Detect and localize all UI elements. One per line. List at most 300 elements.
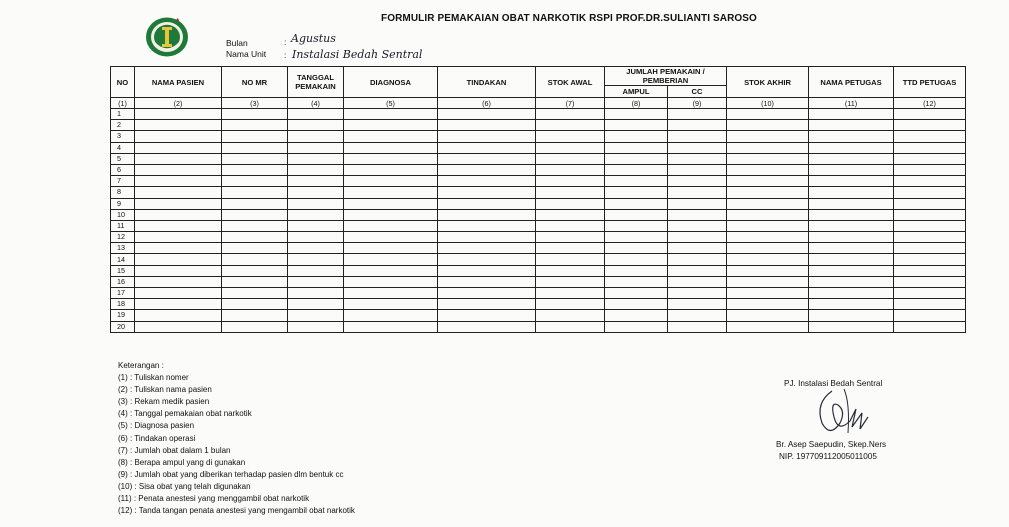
table-cell[interactable]	[222, 109, 288, 120]
note-item: (7) : Jumlah obat dalam 1 bulan	[118, 445, 231, 455]
note-item: (4) : Tanggal pemakaian obat narkotik	[118, 409, 252, 419]
table-cell[interactable]	[605, 288, 668, 299]
table-cell[interactable]	[605, 220, 668, 231]
table-cell[interactable]	[727, 243, 809, 254]
col-ttd-petugas: TTD PETUGAS	[894, 67, 966, 98]
notes-section	[118, 360, 355, 517]
table-cell[interactable]	[222, 176, 288, 187]
row-number: 17	[111, 288, 135, 299]
table-cell[interactable]	[135, 187, 222, 198]
table-cell[interactable]	[438, 220, 536, 231]
table-cell[interactable]	[222, 187, 288, 198]
table-cell[interactable]	[668, 265, 727, 276]
table-cell[interactable]	[894, 109, 966, 120]
table-cell[interactable]	[288, 299, 344, 310]
table-cell[interactable]	[438, 120, 536, 131]
table-cell[interactable]	[727, 265, 809, 276]
form-title: FORMULIR PEMAKAIAN OBAT NARKOTIK RSPI PROF.DR.SULIANTI SAROSO	[381, 13, 757, 24]
table-cell[interactable]	[727, 187, 809, 198]
table-cell[interactable]	[222, 243, 288, 254]
table-cell[interactable]	[894, 232, 966, 243]
table-cell[interactable]	[894, 243, 966, 254]
table-cell[interactable]	[344, 109, 438, 120]
table-cell[interactable]	[727, 176, 809, 187]
col-stok-akhir: STOK AKHIR	[727, 67, 809, 98]
table-cell[interactable]	[438, 176, 536, 187]
col-nama-pasien: NAMA PASIEN	[135, 67, 222, 98]
table-cell[interactable]	[438, 232, 536, 243]
table-cell[interactable]	[727, 209, 809, 220]
table-cell[interactable]	[135, 276, 222, 287]
table-cell[interactable]	[135, 176, 222, 187]
table-cell[interactable]	[135, 164, 222, 175]
table-cell[interactable]	[288, 265, 344, 276]
table-cell[interactable]	[222, 220, 288, 231]
unit-label: Nama Unit	[226, 49, 267, 59]
row-number: 12	[111, 232, 135, 243]
note-item: (10) : Sisa obat yang telah digunakan	[118, 481, 251, 491]
col-diagnosa: DIAGNOSA	[344, 67, 438, 98]
table-cell[interactable]	[222, 209, 288, 220]
table-cell[interactable]	[288, 109, 344, 120]
table-row	[111, 254, 966, 265]
table-cell[interactable]	[727, 131, 809, 142]
table-cell[interactable]	[894, 254, 966, 265]
bulan-value[interactable]: Agustus	[291, 32, 336, 45]
table-cell[interactable]	[894, 142, 966, 153]
table-cell[interactable]	[288, 131, 344, 142]
table-cell[interactable]	[727, 299, 809, 310]
table-cell[interactable]	[536, 142, 605, 153]
table-cell[interactable]	[668, 176, 727, 187]
col-tindakan: TINDAKAN	[438, 67, 536, 98]
table-cell[interactable]	[668, 310, 727, 321]
col-number-cell: (2)	[135, 98, 222, 109]
table-cell[interactable]	[438, 153, 536, 164]
bulan-label: Bulan	[226, 38, 248, 48]
table-cell[interactable]	[536, 164, 605, 175]
table-cell[interactable]	[288, 209, 344, 220]
table-cell[interactable]	[894, 131, 966, 142]
table-cell[interactable]	[809, 254, 894, 265]
table-cell[interactable]	[438, 198, 536, 209]
table-cell[interactable]	[668, 232, 727, 243]
table-cell[interactable]	[809, 220, 894, 231]
table-cell[interactable]	[809, 310, 894, 321]
table-cell[interactable]	[288, 164, 344, 175]
table-cell[interactable]	[809, 321, 894, 332]
table-cell[interactable]	[438, 243, 536, 254]
table-cell[interactable]	[727, 220, 809, 231]
table-cell[interactable]	[668, 209, 727, 220]
row-number: 18	[111, 299, 135, 310]
table-cell[interactable]	[668, 109, 727, 120]
table-cell[interactable]	[438, 142, 536, 153]
table-cell[interactable]	[344, 232, 438, 243]
table-cell[interactable]	[135, 232, 222, 243]
table-cell[interactable]	[135, 321, 222, 332]
table-cell[interactable]	[727, 321, 809, 332]
table-cell[interactable]	[809, 288, 894, 299]
row-number: 19	[111, 310, 135, 321]
unit-value[interactable]: Instalasi Bedah Sentral	[292, 48, 423, 61]
row-number: 11	[111, 220, 135, 231]
note-item: (2) : Tuliskan nama pasien	[118, 385, 212, 395]
note-item: (5) : Diagnosa pasien	[118, 421, 195, 431]
table-cell[interactable]	[288, 153, 344, 164]
table-cell[interactable]	[135, 198, 222, 209]
table-cell[interactable]	[135, 254, 222, 265]
table-cell[interactable]	[727, 142, 809, 153]
table-cell[interactable]	[344, 164, 438, 175]
col-no: NO	[111, 67, 135, 98]
table-cell[interactable]	[438, 131, 536, 142]
table-cell[interactable]	[894, 220, 966, 231]
table-cell[interactable]	[438, 299, 536, 310]
table-cell[interactable]	[222, 254, 288, 265]
row-number: 20	[111, 321, 135, 332]
table-cell[interactable]	[668, 220, 727, 231]
table-cell[interactable]	[894, 187, 966, 198]
table-cell[interactable]	[344, 288, 438, 299]
table-cell[interactable]	[536, 288, 605, 299]
table-cell[interactable]	[809, 232, 894, 243]
table-cell[interactable]	[668, 276, 727, 287]
note-item: (8) : Berapa ampul yang di gunakan	[118, 457, 246, 467]
table-cell[interactable]	[438, 164, 536, 175]
table-cell[interactable]	[438, 276, 536, 287]
table-cell[interactable]	[536, 299, 605, 310]
table-cell[interactable]	[222, 310, 288, 321]
unit-colon: :	[284, 50, 287, 60]
col-number-cell: (5)	[344, 98, 438, 109]
table-cell[interactable]	[288, 142, 344, 153]
table-cell[interactable]	[344, 120, 438, 131]
table-cell[interactable]	[536, 243, 605, 254]
table-cell[interactable]	[668, 243, 727, 254]
table-cell[interactable]	[344, 243, 438, 254]
table-cell[interactable]	[288, 310, 344, 321]
note-item: (11) : Penata anestesi yang menggambil obat narkotik	[118, 494, 310, 504]
table-cell[interactable]	[288, 288, 344, 299]
table-cell[interactable]	[809, 120, 894, 131]
table-cell[interactable]	[135, 153, 222, 164]
table-cell[interactable]	[536, 131, 605, 142]
table-cell[interactable]	[605, 209, 668, 220]
table-cell[interactable]	[438, 288, 536, 299]
table-cell[interactable]	[344, 254, 438, 265]
table-cell[interactable]	[344, 220, 438, 231]
table-cell[interactable]	[344, 198, 438, 209]
table-cell[interactable]	[135, 299, 222, 310]
table-cell[interactable]	[727, 288, 809, 299]
table-cell[interactable]	[536, 254, 605, 265]
row-number: 7	[111, 176, 135, 187]
table-row	[111, 198, 966, 209]
table-cell[interactable]	[605, 243, 668, 254]
note-item: (12) : Tanda tangan penata anestesi yang mengambil obat narkotik	[118, 506, 355, 516]
table-cell[interactable]	[222, 164, 288, 175]
table-cell[interactable]	[809, 265, 894, 276]
table-row	[111, 187, 966, 198]
col-number-cell: (1)	[111, 98, 135, 109]
table-cell[interactable]	[536, 310, 605, 321]
col-nama-petugas: NAMA PETUGAS	[809, 67, 894, 98]
table-cell[interactable]	[668, 321, 727, 332]
table-cell[interactable]	[605, 265, 668, 276]
table-cell[interactable]	[222, 321, 288, 332]
col-tanggal: TANGGAL PEMAKAIN	[288, 67, 344, 98]
hospital-logo	[144, 16, 190, 58]
note-item: (3) : Rekam medik pasien	[118, 397, 210, 407]
table-cell[interactable]	[135, 209, 222, 220]
table-cell[interactable]	[344, 153, 438, 164]
table-cell[interactable]	[809, 276, 894, 287]
table-cell[interactable]	[288, 198, 344, 209]
table-cell[interactable]	[894, 265, 966, 276]
table-row	[111, 276, 966, 287]
table-cell[interactable]	[809, 131, 894, 142]
table-cell[interactable]	[344, 310, 438, 321]
col-number-cell: (12)	[894, 98, 966, 109]
table-cell[interactable]	[894, 299, 966, 310]
table-cell[interactable]	[135, 243, 222, 254]
handwritten-signature	[810, 383, 880, 443]
table-cell[interactable]	[727, 198, 809, 209]
table-cell[interactable]	[344, 265, 438, 276]
table-cell[interactable]	[222, 131, 288, 142]
table-cell[interactable]	[727, 254, 809, 265]
table-cell[interactable]	[222, 276, 288, 287]
table-row	[111, 243, 966, 254]
table-cell[interactable]	[605, 131, 668, 142]
table-cell[interactable]	[605, 142, 668, 153]
table-cell[interactable]	[135, 310, 222, 321]
table-cell[interactable]	[668, 153, 727, 164]
table-cell[interactable]	[135, 109, 222, 120]
col-number-cell: (10)	[727, 98, 809, 109]
table-row	[111, 109, 966, 120]
table-cell[interactable]	[809, 109, 894, 120]
table-cell[interactable]	[222, 120, 288, 131]
table-cell[interactable]	[809, 299, 894, 310]
bulan-colon: :	[284, 37, 287, 47]
table-row	[111, 299, 966, 310]
table-cell[interactable]	[222, 142, 288, 153]
table-cell[interactable]	[668, 142, 727, 153]
table-cell[interactable]	[222, 265, 288, 276]
row-number: 15	[111, 265, 135, 276]
table-cell[interactable]	[222, 153, 288, 164]
table-cell[interactable]	[605, 198, 668, 209]
table-cell[interactable]	[438, 209, 536, 220]
table-cell[interactable]	[727, 232, 809, 243]
table-cell[interactable]	[438, 310, 536, 321]
col-number-cell: (7)	[536, 98, 605, 109]
table-cell[interactable]	[894, 120, 966, 131]
table-cell[interactable]	[438, 187, 536, 198]
table-cell[interactable]	[135, 131, 222, 142]
table-cell[interactable]	[222, 299, 288, 310]
col-no-mr: NO MR	[222, 67, 288, 98]
note-item: (6) : Tindakan operasi	[118, 433, 196, 443]
table-row	[111, 131, 966, 142]
table-cell[interactable]	[344, 176, 438, 187]
table-cell[interactable]	[809, 164, 894, 175]
note-item: (9) : Jumlah obat yang diberikan terhadap pasien dlm bentuk cc	[118, 469, 344, 479]
table-cell[interactable]	[894, 164, 966, 175]
table-cell[interactable]	[536, 276, 605, 287]
table-cell[interactable]	[288, 276, 344, 287]
table-row	[111, 120, 966, 131]
table-row	[111, 176, 966, 187]
table-cell[interactable]	[344, 209, 438, 220]
table-cell[interactable]	[135, 265, 222, 276]
row-number: 14	[111, 254, 135, 265]
table-cell[interactable]	[727, 120, 809, 131]
table-cell[interactable]	[605, 321, 668, 332]
table-cell[interactable]	[727, 109, 809, 120]
table-cell[interactable]	[668, 164, 727, 175]
table-cell[interactable]	[536, 176, 605, 187]
table-cell[interactable]	[605, 254, 668, 265]
table-cell[interactable]	[288, 220, 344, 231]
signer-role: PJ. Instalasi Bedah Sentral	[784, 379, 883, 388]
table-cell[interactable]	[727, 276, 809, 287]
col-number-cell: (6)	[438, 98, 536, 109]
table-cell[interactable]	[344, 187, 438, 198]
table-cell[interactable]	[344, 321, 438, 332]
table-cell[interactable]	[809, 153, 894, 164]
table-cell[interactable]	[668, 120, 727, 131]
notes-title: Keterangan :	[118, 361, 164, 370]
table-cell[interactable]	[894, 276, 966, 287]
table-cell[interactable]	[894, 198, 966, 209]
table-cell[interactable]	[135, 220, 222, 231]
table-cell[interactable]	[536, 198, 605, 209]
table-cell[interactable]	[809, 187, 894, 198]
table-cell[interactable]	[809, 142, 894, 153]
table-cell[interactable]	[438, 254, 536, 265]
table-cell[interactable]	[605, 120, 668, 131]
table-row	[111, 232, 966, 243]
table-cell[interactable]	[668, 299, 727, 310]
table-cell[interactable]	[536, 109, 605, 120]
row-number: 4	[111, 142, 135, 153]
table-cell[interactable]	[288, 321, 344, 332]
table-cell[interactable]	[344, 299, 438, 310]
table-cell[interactable]	[536, 321, 605, 332]
table-cell[interactable]	[135, 142, 222, 153]
table-cell[interactable]	[894, 153, 966, 164]
table-cell[interactable]	[536, 265, 605, 276]
table-row	[111, 142, 966, 153]
table-row	[111, 321, 966, 332]
table-cell[interactable]	[222, 288, 288, 299]
table-cell[interactable]	[605, 232, 668, 243]
table-cell[interactable]	[344, 142, 438, 153]
col-number-cell: (4)	[288, 98, 344, 109]
table-cell[interactable]	[288, 187, 344, 198]
table-cell[interactable]	[605, 299, 668, 310]
table-cell[interactable]	[438, 321, 536, 332]
table-cell[interactable]	[135, 120, 222, 131]
table-cell[interactable]	[438, 109, 536, 120]
table-row	[111, 209, 966, 220]
table-cell[interactable]	[536, 232, 605, 243]
row-number: 10	[111, 209, 135, 220]
table-row	[111, 164, 966, 175]
table-cell[interactable]	[809, 198, 894, 209]
table-cell[interactable]	[809, 243, 894, 254]
table-cell[interactable]	[727, 310, 809, 321]
col-stok-awal: STOK AWAL	[536, 67, 605, 98]
row-number: 9	[111, 198, 135, 209]
row-number: 16	[111, 276, 135, 287]
table-cell[interactable]	[809, 209, 894, 220]
table-row	[111, 265, 966, 276]
table-cell[interactable]	[344, 276, 438, 287]
table-cell[interactable]	[668, 131, 727, 142]
table-cell[interactable]	[894, 176, 966, 187]
table-cell[interactable]	[894, 209, 966, 220]
table-row	[111, 310, 966, 321]
row-number: 5	[111, 153, 135, 164]
table-cell[interactable]	[135, 288, 222, 299]
note-item: (1) : Tuliskan nomer	[118, 373, 189, 383]
table-cell[interactable]	[727, 153, 809, 164]
table-cell[interactable]	[288, 254, 344, 265]
table-cell[interactable]	[288, 232, 344, 243]
table-cell[interactable]	[894, 288, 966, 299]
usage-table	[110, 66, 966, 333]
table-cell[interactable]	[894, 321, 966, 332]
table-cell[interactable]	[605, 109, 668, 120]
table-cell[interactable]	[344, 131, 438, 142]
row-number: 1	[111, 109, 135, 120]
table-cell[interactable]	[536, 220, 605, 231]
table-cell[interactable]	[536, 120, 605, 131]
table-cell[interactable]	[605, 187, 668, 198]
table-cell[interactable]	[605, 176, 668, 187]
table-cell[interactable]	[605, 164, 668, 175]
table-cell[interactable]	[894, 310, 966, 321]
table-cell[interactable]	[222, 232, 288, 243]
table-cell[interactable]	[809, 176, 894, 187]
table-cell[interactable]	[536, 209, 605, 220]
table-cell[interactable]	[605, 276, 668, 287]
table-cell[interactable]	[605, 153, 668, 164]
col-number-cell: (11)	[809, 98, 894, 109]
table-cell[interactable]	[288, 243, 344, 254]
table-cell[interactable]	[727, 164, 809, 175]
row-number: 8	[111, 187, 135, 198]
table-cell[interactable]	[605, 310, 668, 321]
table-cell[interactable]	[288, 120, 344, 131]
row-number: 3	[111, 131, 135, 142]
col-number-cell: (8)	[605, 98, 668, 109]
table-cell[interactable]	[668, 288, 727, 299]
table-cell[interactable]	[668, 187, 727, 198]
row-number: 6	[111, 164, 135, 175]
table-cell[interactable]	[288, 176, 344, 187]
table-cell[interactable]	[222, 198, 288, 209]
table-cell[interactable]	[536, 187, 605, 198]
table-cell[interactable]	[668, 198, 727, 209]
table-cell[interactable]	[438, 265, 536, 276]
table-cell[interactable]	[668, 254, 727, 265]
table-cell[interactable]	[536, 153, 605, 164]
